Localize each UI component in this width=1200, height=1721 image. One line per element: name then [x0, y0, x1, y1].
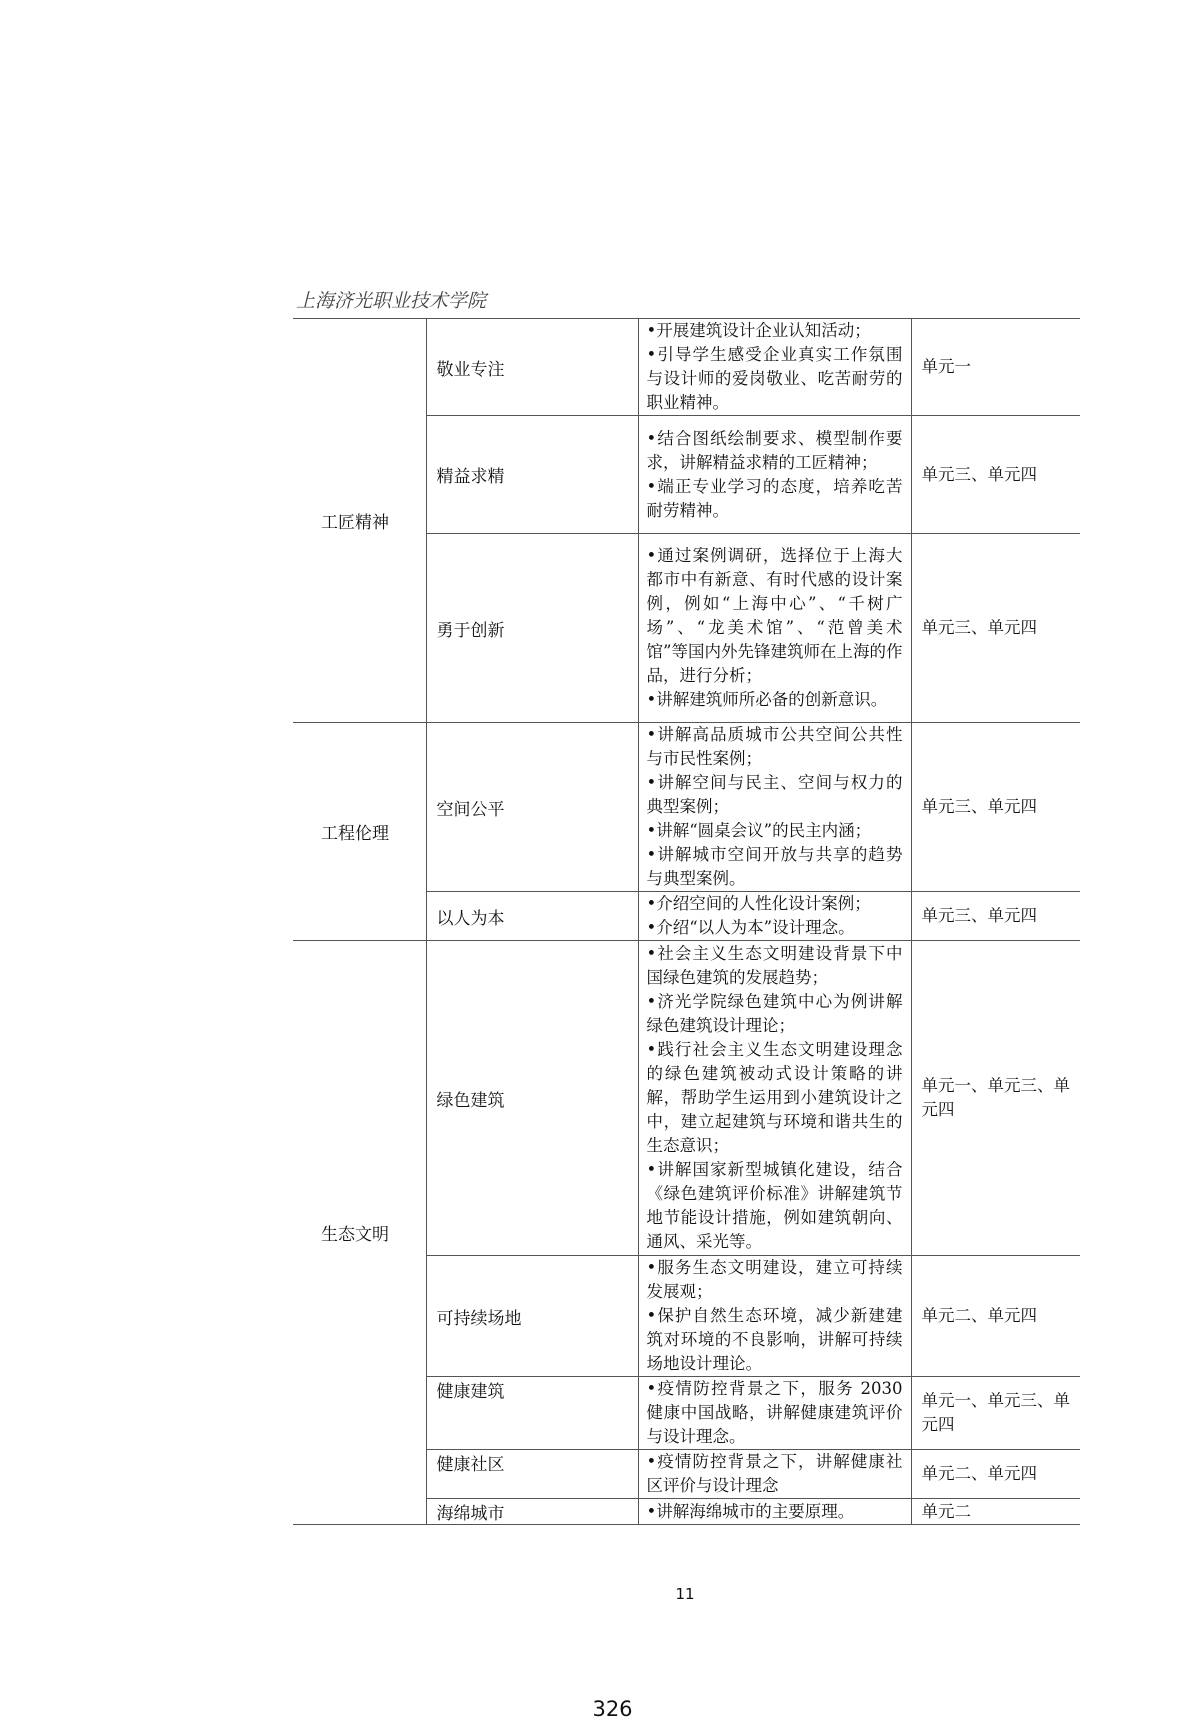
unit-cell: 单元二、单元四 — [911, 1450, 1080, 1499]
description-cell — [638, 941, 911, 1256]
description-cell — [638, 1256, 911, 1377]
table-row — [293, 941, 1080, 1256]
description-cell — [638, 319, 911, 416]
description-cell — [638, 534, 911, 723]
description-line: •讲解建筑师所必备的创新意识。 — [646, 690, 888, 709]
description-line: •服务生态文明建设，建立可持续发展观； — [646, 1258, 903, 1301]
description-line: •结合图纸绘制要求、模型制作要求，讲解精益求精的工匠精神； — [646, 428, 903, 472]
item-cell: 以人为本 — [426, 892, 638, 941]
category-cell: 生态文明 — [293, 941, 426, 1525]
description-cell — [638, 723, 911, 892]
unit-cell: 单元一 — [911, 319, 1080, 416]
header-institution: 上海济光职业技术学院 — [296, 290, 487, 312]
description-cell — [638, 1499, 911, 1525]
item-cell: 可持续场地 — [426, 1256, 638, 1377]
description-line: •践行社会主义生态文明建设理念的绿色建筑被动式设计策略的讲解，帮助学生运用到小建筑设计之中，建立起建筑与环境和谐共生的生态意识； — [646, 1040, 903, 1155]
description-cell — [638, 1377, 911, 1450]
unit-cell: 单元一、单元三、单元四 — [911, 1377, 1080, 1450]
ideology-curriculum-table — [293, 319, 1080, 1525]
description-line: •济光学院绿色建筑中心为例讲解绿色建筑设计理论； — [646, 992, 903, 1035]
unit-cell: 单元二、单元四 — [911, 1256, 1080, 1377]
folio-number: 326 — [592, 1697, 633, 1721]
page-number: 11 — [675, 1585, 695, 1603]
description-line: •介绍“以人为本”设计理念。 — [646, 918, 855, 937]
table-row — [293, 319, 1080, 416]
description-line: •讲解国家新型城镇化建设，结合《绿色建筑评价标准》讲解建筑节地节能设计措施，例如建筑朝向、通风、采光等。 — [646, 1160, 903, 1251]
description-line: •讲解“圆桌会议”的民主内涵； — [646, 821, 872, 840]
description-line: •引导学生感受企业真实工作氛围与设计师的爱岗敬业、吃苦耐劳的职业精神。 — [646, 345, 903, 412]
description-line: •讲解空间与民主、空间与权力的典型案例； — [646, 773, 903, 816]
description-line: •端正专业学习的态度，培养吃苦耐劳精神。 — [646, 476, 903, 520]
item-cell: 健康建筑 — [426, 1377, 638, 1450]
description-line: •疫情防控背景之下，服务 2030 健康中国战略，讲解健康建筑评价与设计理念。 — [646, 1379, 903, 1446]
description-cell — [638, 416, 911, 534]
description-line: •讲解城市空间开放与共享的趋势与典型案例。 — [646, 845, 903, 888]
description-line: •介绍空间的人性化设计案例； — [646, 894, 871, 913]
item-cell: 海绵城市 — [426, 1499, 638, 1525]
item-cell: 健康社区 — [426, 1450, 638, 1499]
item-cell: 空间公平 — [426, 723, 638, 892]
item-cell: 勇于创新 — [426, 534, 638, 723]
item-cell: 精益求精 — [426, 416, 638, 534]
item-cell: 敬业专注 — [426, 319, 638, 416]
item-cell: 绿色建筑 — [426, 941, 638, 1256]
category-cell: 工匠精神 — [293, 319, 426, 723]
description-line: •疫情防控背景之下，讲解健康社区评价与设计理念 — [646, 1452, 903, 1495]
description-line: •通过案例调研，选择位于上海大都市中有新意、有时代感的设计案例，例如“上海中心”、“千树广场”、“龙美术馆”、“范曾美术馆”等国内外先锋建筑师在上海的作品，进行分析； — [646, 546, 903, 685]
unit-cell: 单元二 — [911, 1499, 1080, 1525]
description-cell — [638, 892, 911, 941]
unit-cell: 单元三、单元四 — [911, 892, 1080, 941]
description-line: •开展建筑设计企业认知活动； — [646, 321, 871, 340]
unit-cell: 单元三、单元四 — [911, 416, 1080, 534]
description-cell — [638, 1450, 911, 1499]
description-line: •讲解海绵城市的主要原理。 — [646, 1501, 855, 1521]
description-line: •讲解高品质城市公共空间公共性与市民性案例； — [646, 725, 903, 768]
unit-cell: 单元三、单元四 — [911, 723, 1080, 892]
unit-cell: 单元一、单元三、单元四 — [911, 941, 1080, 1256]
description-line: •社会主义生态文明建设背景下中国绿色建筑的发展趋势； — [646, 944, 903, 987]
table-row — [293, 723, 1080, 892]
unit-cell: 单元三、单元四 — [911, 534, 1080, 723]
category-cell: 工程伦理 — [293, 723, 426, 941]
description-line: •保护自然生态环境，减少新建建筑对环境的不良影响，讲解可持续场地设计理论。 — [646, 1306, 903, 1373]
